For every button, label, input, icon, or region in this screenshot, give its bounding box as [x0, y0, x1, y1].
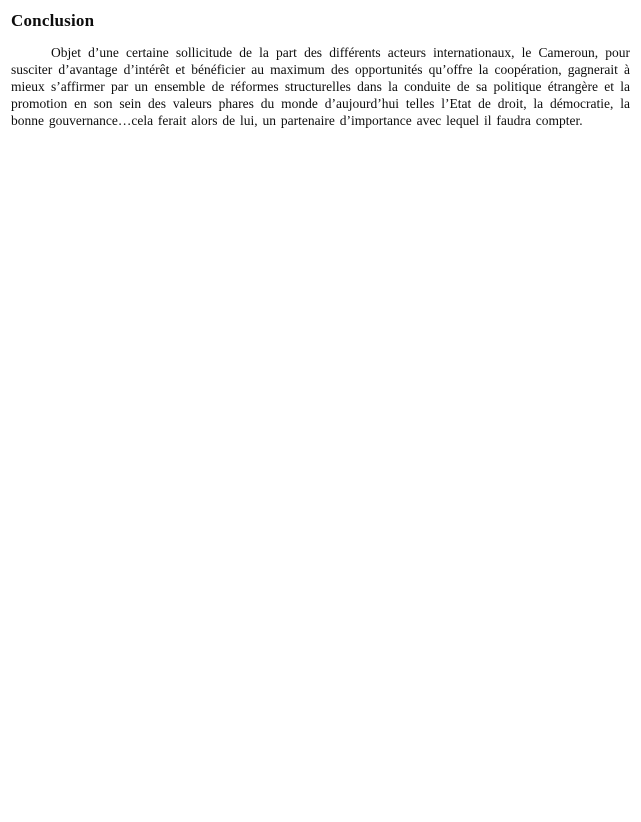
section-heading: Conclusion	[11, 11, 95, 30]
body-paragraph: Objet d’une certaine sollicitude de la part des différents acteurs internationaux, le Cameroun, pour susciter d’avantage d’intérêt et bénéficier au maximum des opportunités qu’offre la coopération, gagnerait à mieux s’affirmer par un ensemble de réformes structurelles dans la conduite de sa politique étrangère et la promotion en son sein des valeurs phares du monde d’aujourd’hui telles l’Etat de droit, la démocratie, la bonne gouvernance…cela ferait alors de lui, un partenaire d’importance avec lequel il faudra compter.	[11, 44, 630, 128]
